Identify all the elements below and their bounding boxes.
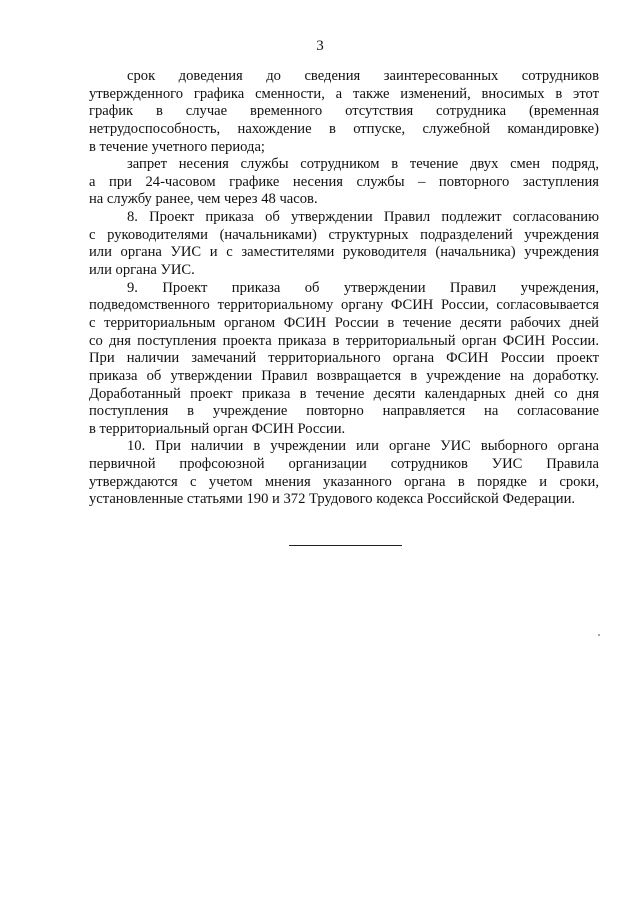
text-line: со дня поступления проекта приказа в территориальный орган ФСИН России. [89,332,599,349]
text-line: нетрудоспособность, нахождение в отпуске, служебной командировке) [89,120,599,137]
text-line: При наличии замечаний территориального органа ФСИН России проект [89,350,599,367]
text-line: в течение учетного периода; [89,138,265,155]
text-line: установленные статьями 190 и 372 Трудового кодекса Российской Федерации. [89,491,576,508]
text-line: приказа об утверждении Правил возвращается в учреждение на доработку. [89,367,599,384]
text-line: Доработанный проект приказа в течение десяти календарных дней со дня [89,385,599,402]
paragraph-deadline-continuation [89,68,599,156]
paragraph-item-10 [89,438,599,509]
document-body [89,68,599,509]
scan-speck [598,634,600,636]
text-line: первичной профсоюзной организации сотрудников УИС Правила [89,456,599,473]
text-line: подведомственного территориальному органу ФСИН России, согласовывается [89,297,599,314]
text-line: утвержденного графика сменности, а также изменений, вносимых в этот [89,85,599,102]
text-line: на службу ранее, чем через 48 часов. [89,191,318,208]
page-number: 3 [316,38,324,54]
text-line: 10. При наличии в учреждении или органе УИС выборного органа [127,438,599,455]
text-line: запрет несения службы сотрудником в течение двух смен подряд, [127,156,599,173]
text-line: в территориальный орган ФСИН России. [89,420,346,437]
text-line: поступления в учреждение повторно направляется на согласование [89,403,599,420]
text-line: 9. Проект приказа об утверждении Правил учреждения, [127,279,599,296]
paragraph-item-8 [89,209,599,280]
text-line: 8. Проект приказа об утверждении Правил подлежит согласованию [127,209,599,226]
text-line: или органа УИС и с заместителями руководителя (начальника) учреждения [89,244,599,261]
text-line: утверждаются с учетом мнения указанного органа в порядке и сроки, [89,473,599,490]
text-line: или органа УИС. [89,262,195,279]
end-separator-line [289,545,402,546]
text-line: с территориальным органом ФСИН России в течение десяти рабочих дней [89,314,599,331]
text-line: с руководителями (начальниками) структурных подразделений учреждения [89,226,599,243]
text-line: график в случае временного отсутствия сотрудника (временная [89,103,599,120]
text-line: а при 24-часовом графике несения службы – повторного заступления [89,173,599,190]
text-line: срок доведения до сведения заинтересованных сотрудников [127,68,599,84]
paragraph-service-ban [89,156,599,209]
paragraph-item-9 [89,280,599,439]
